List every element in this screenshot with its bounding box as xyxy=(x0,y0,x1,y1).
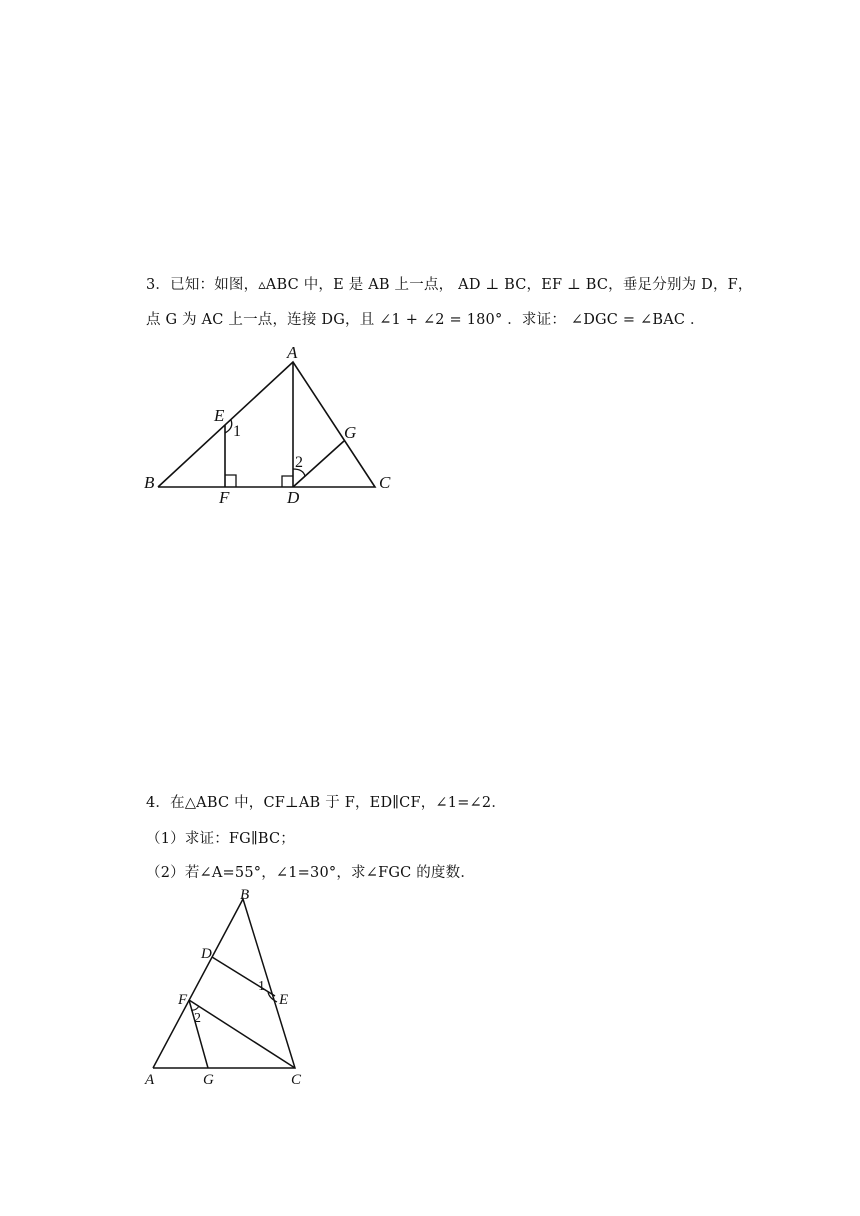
label-e: E xyxy=(214,406,225,425)
triangle-abc xyxy=(153,899,295,1068)
label-a: A xyxy=(145,1072,155,1088)
problem-3-figure-lines xyxy=(158,362,375,487)
problem-4-figure-lines xyxy=(153,899,295,1068)
label-a: A xyxy=(287,343,298,362)
label-c: C xyxy=(291,1072,302,1088)
problem-3-statement-line-1: 3．已知：如图，▵ABC 中，E 是 AB 上一点， AD ⊥ BC，EF ⊥ BC，垂足分别为 D，F， xyxy=(146,277,753,293)
problem-4-figure xyxy=(0,860,860,1100)
label-f: F xyxy=(219,488,230,507)
label-angle-2: 2 xyxy=(194,1011,201,1026)
problem-4-statement: 4．在△ABC 中，CF⊥AB 于 F，ED∥CF，∠1=∠2． xyxy=(146,795,507,811)
label-angle-1: 1 xyxy=(233,423,241,440)
problem-3-statement-line-2: 点 G 为 AC 上一点，连接 DG，且 ∠1 + ∠2 = 180° ．求证： ∠DGC = ∠BAC ． xyxy=(146,312,705,328)
label-g: G xyxy=(344,423,357,442)
problem-4-part-2: （2）若∠A=55°，∠1=30°，求∠FGC 的度数． xyxy=(146,865,476,881)
label-angle-2: 2 xyxy=(295,454,303,471)
problem-4-part-1: （1）求证：FG∥BC； xyxy=(146,831,295,847)
label-b: B xyxy=(144,473,155,492)
label-g: G xyxy=(203,1072,214,1088)
right-angle-mark-d xyxy=(282,476,293,487)
label-e: E xyxy=(279,992,289,1008)
label-angle-1: 1 xyxy=(258,979,265,994)
label-f: F xyxy=(178,992,188,1008)
problem-3-figure xyxy=(0,0,860,560)
right-angle-mark-f xyxy=(225,475,236,487)
segment-de xyxy=(212,957,275,996)
label-d: D xyxy=(287,488,300,507)
triangle-abc xyxy=(158,362,375,487)
label-d: D xyxy=(201,946,212,962)
label-b: B xyxy=(240,887,250,903)
label-c: C xyxy=(379,473,391,492)
